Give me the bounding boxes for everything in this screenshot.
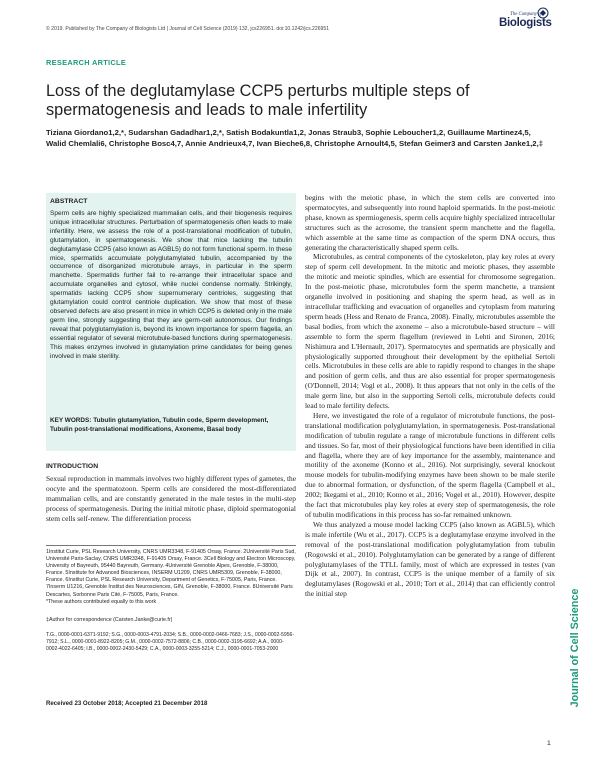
- publisher-logo[interactable]: [497, 8, 557, 42]
- journal-name: Journal of Cell Science: [569, 588, 581, 708]
- footnote-divider: [46, 545, 296, 546]
- affiliations-text: 1Institut Curie, PSL Research University, CNRS UMR3348, F-91405 Orsay, France. 2Université Paris Sud, Université Paris-Saclay, CNRS UMR3348, F-91405 Orsay, France. 3Cell Biology and Electron Microscopy, University of Bayreuth, 95440 Bayreuth, Germany. 4Université Grenoble Alpes, Grenoble, F-38000, France. 5Institute for Advanced Biosciences, INSERM U1209, CNRS UMR5309, Grenoble, F-38000, France. 6Institut Curie, PSL Research University, Department of Genetics, F-75005, Paris, France. 7Inserm U1216, Grenoble Institut des Neurosciences, GIN, Grenoble, F-38000, France. 8Université Paris Descartes, Sorbonne Paris Cité, F-75005, Paris, France.: [46, 549, 296, 598]
- article-title: Loss of the deglutamylase CCP5 perturbs multiple steps of spermatogenesis and leads to male infertility: [46, 82, 470, 119]
- right-column: [305, 193, 555, 599]
- author-list: Tiziana Giordano1,2,*, Sudarshan Gadadhar1,2,*, Satish Bodakuntla1,2, Jonas Straub3, Sophie Leboucher1,2, Guillaume Martinez4,5, Walid Chemlali6, Christophe Bosc4,7, Annie Andrieux4,7, Ivan Bieche6,8, Christophe Arnoult4,5, Stefan Geimer3 and Carsten Janke1,2,‡: [46, 128, 543, 148]
- intro-paragraph: Sexual reproduction in mammals involves two highly different types of gametes, the oocyte and the spermatozoon. Sperm cells are considered the most-differentiated mammalian cells, and are constantly generated in the male testes in the multi-step process of spermatogenesis. During the initial mitotic phase, diploid spermatogonial stem cells self-renew. The differentiation process: [46, 474, 296, 523]
- introduction-text: [46, 474, 296, 524]
- logo-big-text: Biologists: [499, 17, 552, 29]
- logo-small-text: The Company of: [510, 12, 542, 17]
- abstract-box: [46, 193, 296, 451]
- keywords: KEY WORDS: Tubulin glutamylation, Tubulin code, Sperm development, Tubulin post-translational modifications, Axoneme, Basal body: [50, 417, 269, 433]
- right-paragraph: begins with the meiotic phase, in which the stem cells are converted into spermatocytes, and subsequently into round haploid spermatids. In the post-meiotic phase, known as spermiogenesis, sperm cells acquire highly specialized intracellular structures such as the acrosome, the transient sperm manchette and the flagella, which assemble at the same time as compaction of the sperm DNA occurs, thus generating the characteristically shaped sperm cells.: [305, 193, 555, 252]
- orcid-list: T.G., 0000-0001-6371-9192; S.G., 0000-0003-4791-2034; S.B., 0000-0002-0466-7683; J.S., 0000-0002-5956-7912; S.L., 0000-0001-8922-8205; G.M., 0000-0002-7572-8806; C.B., 0000-0002-3195-6692; A.A., 0000-0002-4022-6405; I.B., 0000-0002-2430-5429; C.A., 0000-0003-3255-5214; C.J., 0000-0001-7053-2000: [46, 632, 295, 652]
- page-number: 1: [547, 740, 551, 747]
- abstract-text: Sperm cells are highly specialized mammalian cells, and their biogenesis requires unique intracellular structures. Perturbation of spermatogenesis often leads to male infertility. Here, we assess the role of a post-translational modification of tubulin, glutamylation, in spermatogenesis. We show that mice lacking the tubulin deglutamylase CCP5 (also known as AGBL5) do not form functional sperm. In these mice, spermatids accumulate polyglutamylated tubulin, accompanied by the occurrence of disorganized microtubule arrays, in particular in the sperm manchette. Spermatids further fail to re-arrange their intracellular space and accumulate organelles and cytosol, while nuclei condense normally. Strikingly, spermatids lacking CCP5 show supernumerary centrioles, suggesting that glutamylation could control centriole duplication. We show that most of these observed defects are also present in mice in which CCP5 is deleted only in the male germ line, strongly suggesting that they are germ-cell autonomous. Our findings reveal that polyglutamylation is, beyond its known importance for sperm flagella, an essential regulator of several microtubule-based functions during spermatogenesis. This makes enzymes involved in glutamylation prime candidates for being genes involved in male sterility.: [50, 210, 292, 360]
- journal-side-label: [566, 560, 584, 736]
- equal-contribution-note: *These authors contributed equally to this work: [46, 598, 157, 605]
- citation-header: © 2019. Published by The Company of Biologists Ltd | Journal of Cell Science (2019) 132, jcs226951. doi:10.1242/jcs.226951: [46, 26, 330, 32]
- right-paragraph: Microtubules, as central components of the cytoskeleton, play key roles at every step of sperm cell development. In the mitotic and meiotic phases, they assemble the mitotic and meiotic spindles, which are essential for chromosome segregation. In the post-meiotic phase, microtubules form the sperm manchette, a transient organelle involved in positioning and shaping the sperm head, as well as in intracellular trafficking and evacuation of organelles and cytoplasm from maturing sperm heads (Hess and Renato de Franca, 2008). Finally, microtubules assemble the basal bodies, from which the axoneme – also a microtubule-based structure – will assemble to form the sperm flagellum (reviewed in Lehti and Sironen, 2016; Nishimura and L'Hernault, 2017). Spermatocytes and spermatids are physically and physiologically supported throughout their development by the epithelial Sertoli cells. Microtubules in these cells are able to rapidly respond to changes in the shape and position of germ cells, and thus are also essential for proper spermatogenesis (O'Donnell, 2014; Vogl et al., 2008). It thus appears that not only in the cells of the male germ line, but also in the supporting Sertoli cells, microtubule defects could lead to male fertility defects.: [305, 252, 555, 411]
- received-dates: Received 23 October 2018; Accepted 21 December 2018: [46, 700, 208, 707]
- introduction-heading: INTRODUCTION: [46, 463, 99, 470]
- correspondence-note[interactable]: ‡Author for correspondence (Carsten.Janke@curie.fr): [46, 617, 173, 623]
- affiliations: [46, 549, 296, 606]
- right-paragraph: Here, we investigated the role of a regulator of microtubule functions, the post-translational modification polyglutamylation, in spermatogenesis. Post-translational modification of tubulin regulate a range of microtubule functions in different cells and tissues. So far, most of their physiological functions have been identified in cilia and flagella, where they are of key importance for the assembly, maintenance and motility of the axoneme (Konno et al., 2016). Not surprisingly, several knockout mouse models for tubulin-modifying enzymes have been shown to be male sterile due to abnormal formation, or dysfunction, of the sperm flagella (Campbell et al., 2002; Ikegami et al., 2010; Konno et al., 2016; Vogel et al., 2010). However, despite the fact that microtubules play key roles at every step of spermatogenesis, the role of tubulin modifications in this process has so-far remained unknown.: [305, 410, 555, 519]
- abstract-heading: ABSTRACT: [50, 198, 88, 205]
- article-type: RESEARCH ARTICLE: [46, 58, 127, 67]
- right-paragraph: We thus analyzed a mouse model lacking CCP5 (also known as AGBL5), which is male infertile (Wu et al., 2017). CCP5 is a deglutamylase enzyme involved in the removal of the post-translational modification polyglutamylation from tubulin (Rogowski et al., 2010). Polyglutamylation can be generated by a range of different polyglutamylases of the TTLL family, most of which are expressed in testes (van Dijk et al., 2007). In contrast, CCP5 is the unique member of a family of six deglutamylases (Rogowski et al., 2010; Tort et al., 2014) that can efficiently control the initial step: [305, 519, 555, 599]
